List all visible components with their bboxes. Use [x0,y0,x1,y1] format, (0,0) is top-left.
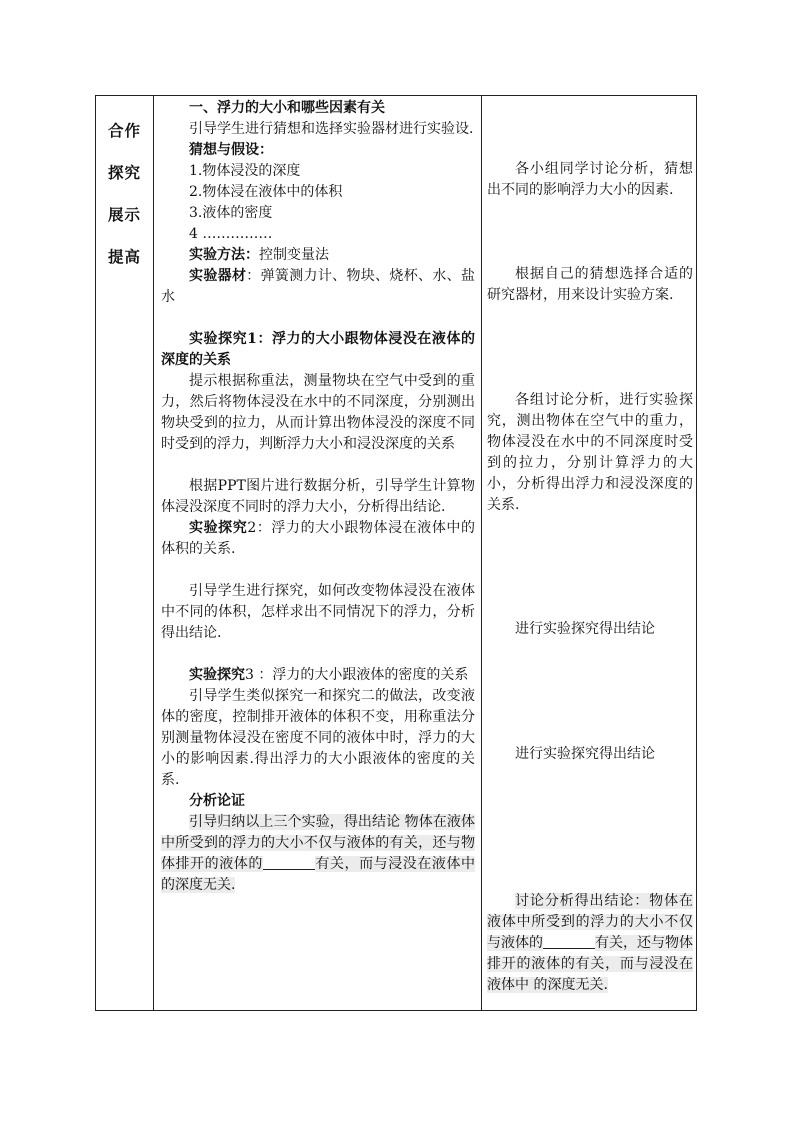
student-r4: 进行实验探究得出结论 [515,621,655,637]
fill-blank [543,934,595,949]
exp3-rest: 3 ：浮力的大小跟液体的密度的关系 [245,667,469,683]
analysis-part-a: 引导归纳以上三个实验，得出结论 物体在液体中所受到的浮力的大小不仅与液体的 [161,814,475,851]
hypothesis-item: 4 …………… [189,226,273,242]
analysis-text [161,812,475,896]
exp1-ppt: 根据PPT图片进行数据分析，引导学生计算物体浸没深度不同时的浮力大小，分析得出结论. [161,478,475,515]
exp2-label: 实验探究 [189,520,248,536]
exp3-body: 引导学生类似探究一和探究二的做法，改变液体的密度，控制排开液体的体积不变，用称重法分别测量物体浸没在密度不同的液体中时，浮力的大小的影响因素.得出浮力的大小跟液体的密度的关系. [161,688,475,788]
equipment-label: 实验器材 [189,268,247,284]
hypothesis-item: 2.物体浸在液体中的体积 [189,184,343,200]
student-r2: 根据自己的猜想选择合适的研究器材，用来设计实验方案. [487,266,693,303]
stage-label: 合作 [107,121,141,140]
analysis-part-c: 有关，而与浸没在液体中 的深度无关. [161,856,476,893]
hypothesis-item: 3.液体的密度 [189,205,273,221]
exp2-title [161,518,475,560]
column-divider [153,96,154,1010]
student-r5: 进行实验探究得出结论 [515,746,655,762]
analysis-title: 分析论证 [189,793,245,809]
exp2-rest: 2：浮力的大小跟物体浸在液体中的体积的关系. [161,520,475,557]
lesson-table [95,95,697,1011]
equipment-line [161,266,475,308]
stage-label: 探究 [107,163,141,182]
exp1-body: 提示根据称重法，测量物块在空气中受到的重力，然后将物体浸没在水中的不同深度，分别测出物块受到的拉力，从而计算出物体浸没的深度不同时受到的浮力，判断浮力大小和浸没深度的关系 [161,373,475,452]
exp3-title [161,665,475,686]
hypothesis-item: 1.物体浸没的深度 [189,163,301,179]
method-label: 实验方法： [189,247,259,263]
student-r3: 各组讨论分析，进行实验探究，测出物体在空气中的重力，物体浸没在水中的不同深度时受到的拉力，分别计算浮力的大小，分析得出浮力和浸没深度的关系. [487,392,693,513]
exp1-title: 实验探究1：浮力的大小跟物体浸没在液体的深度的关系 [161,331,475,368]
column-divider [481,96,482,1010]
student-r6-part-b: 有关，还与物体排开的液体的有关，而与浸没在液体中 的深度无关. [487,935,693,993]
student-r6-part-a: 讨论分析得出结论：物体在液体中所受到的浮力的大小不仅与液体的 [487,893,693,951]
stage-label: 提高 [107,247,141,266]
method-value: 控制变量法 [259,247,329,263]
equipment-value: ：弹簧测力计、物块、烧杯、水、盐水 [161,268,476,305]
student-r6 [487,891,693,996]
intro-text: 引导学生进行猜想和选择实验器材进行实验设. [189,121,474,137]
method-line [161,245,475,266]
stage-label: 展示 [107,205,141,224]
student-r1: 各小组同学讨论分析，猜想出不同的影响浮力大小的因素. [487,161,693,198]
section-title: 一、浮力的大小和哪些因素有关 [189,100,385,116]
teacher-activity-column [161,98,475,896]
fill-blank [263,855,315,870]
analysis-part-b: 有关，还与物体排开的液体的 [161,835,476,872]
exp3-label: 实验探究 [189,667,245,683]
hypothesis-title: 猜想与假设： [189,142,273,158]
exp2-body: 引导学生进行探究，如何改变物体浸没在液体中不同的体积，怎样求出不同情况下的浮力，分析得出结论. [161,583,475,641]
